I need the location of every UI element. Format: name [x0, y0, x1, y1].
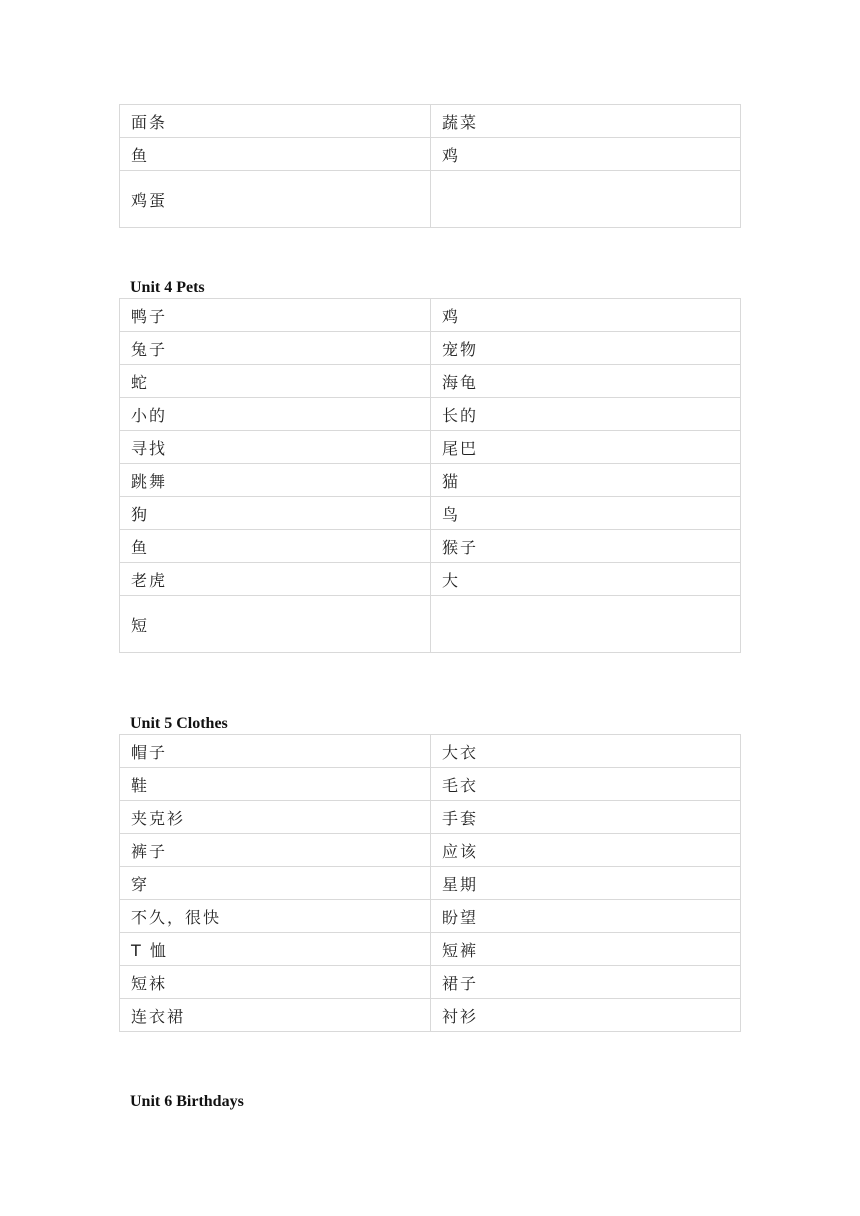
table-row: [120, 299, 741, 332]
vocab-table-clothes: [119, 734, 741, 1032]
table-cell: 短袜: [120, 966, 431, 999]
vocab-table-pets: [119, 298, 741, 653]
table-cell: 长的: [431, 398, 741, 431]
table-cell: 星期: [431, 867, 741, 900]
table-cell: [431, 596, 741, 653]
table-cell: 猫: [431, 464, 741, 497]
table-cell: 裤子: [120, 834, 431, 867]
table-cell: 老虎: [120, 563, 431, 596]
unit-heading-birthdays: Unit 6 Birthdays: [130, 1093, 244, 1110]
table-cell: 尾巴: [431, 431, 741, 464]
table-cell: 手套: [431, 801, 741, 834]
table-row: [120, 867, 741, 900]
table-cell: 衬衫: [431, 999, 741, 1032]
table-row: [120, 933, 741, 966]
table-cell: 盼望: [431, 900, 741, 933]
table-cell: 应该: [431, 834, 741, 867]
table-cell: 穿: [120, 867, 431, 900]
table-cell: 海龟: [431, 365, 741, 398]
table-row: [120, 735, 741, 768]
table-cell: 鸟: [431, 497, 741, 530]
table-cell: 鸡: [431, 299, 741, 332]
table-row: [120, 398, 741, 431]
table-row: [120, 834, 741, 867]
table-cell: T 恤: [120, 933, 431, 966]
table-cell: 兔子: [120, 332, 431, 365]
vocab-table-food: [119, 104, 741, 228]
table-row: [120, 464, 741, 497]
table-cell: 宠物: [431, 332, 741, 365]
table-row: [120, 138, 741, 171]
unit-heading-clothes: Unit 5 Clothes: [130, 715, 228, 732]
table-cell: 猴子: [431, 530, 741, 563]
table-cell: 小的: [120, 398, 431, 431]
table-row: [120, 966, 741, 999]
table-cell: 狗: [120, 497, 431, 530]
table-cell: 鱼: [120, 530, 431, 563]
table-cell: 寻找: [120, 431, 431, 464]
table-cell: 蔬菜: [431, 105, 741, 138]
table-row: [120, 365, 741, 398]
table-row: [120, 105, 741, 138]
table-cell: 夹克衫: [120, 801, 431, 834]
table-row: [120, 171, 741, 228]
unit-heading-pets: Unit 4 Pets: [130, 279, 205, 296]
table-cell: 鱼: [120, 138, 431, 171]
table-row: [120, 900, 741, 933]
table-cell: 连衣裙: [120, 999, 431, 1032]
table-cell: 鸡蛋: [120, 171, 431, 228]
table-cell: 短: [120, 596, 431, 653]
table-cell: 帽子: [120, 735, 431, 768]
table-cell: 大衣: [431, 735, 741, 768]
table-cell: 大: [431, 563, 741, 596]
table-cell: 不久，很快: [120, 900, 431, 933]
table-row: [120, 801, 741, 834]
table-cell: 短裤: [431, 933, 741, 966]
table-row: [120, 497, 741, 530]
table-cell: 鸭子: [120, 299, 431, 332]
table-row: [120, 431, 741, 464]
table-row: [120, 530, 741, 563]
table-row: [120, 999, 741, 1032]
table-cell: 跳舞: [120, 464, 431, 497]
table-cell: 面条: [120, 105, 431, 138]
table-cell: [431, 171, 741, 228]
table-cell: 蛇: [120, 365, 431, 398]
table-cell: 鸡: [431, 138, 741, 171]
table-row: [120, 768, 741, 801]
table-cell: 裙子: [431, 966, 741, 999]
table-row: [120, 596, 741, 653]
table-row: [120, 332, 741, 365]
table-row: [120, 563, 741, 596]
table-cell: 鞋: [120, 768, 431, 801]
table-cell: 毛衣: [431, 768, 741, 801]
